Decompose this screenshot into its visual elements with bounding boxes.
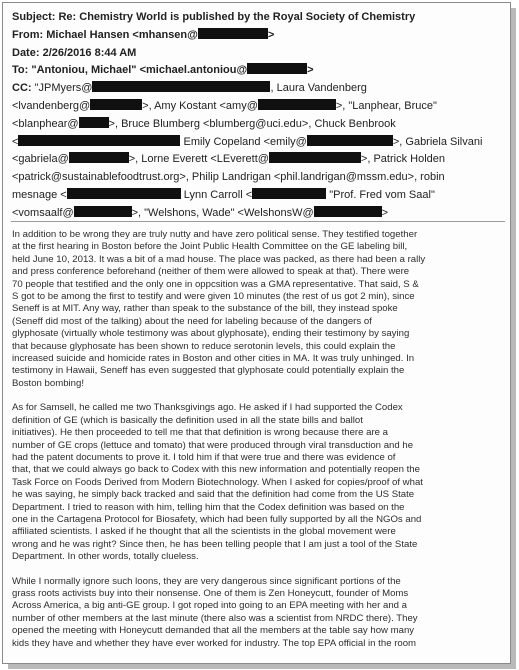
cc-line-8 bbox=[12, 205, 504, 223]
body-line: opened the meeting with Honeycutt demanded that all the members at the table say how many bbox=[12, 625, 415, 637]
body-line: In addition to be wrong they are truly nutty and have zero political sense. They testified together bbox=[12, 229, 418, 240]
body-line: definition of GE (which is basically the definition used in all the state bills and ballot bbox=[12, 414, 363, 426]
from-label: From: bbox=[12, 28, 44, 41]
body-line: 70 people that testified and the only one in oppcsition was a GMA representative. That said, S & bbox=[12, 278, 419, 290]
email-header bbox=[12, 9, 504, 223]
body-line: (Seneff did most of the talking) about the need for labeling because of the dangers of bbox=[12, 315, 372, 327]
body-line: Department. In other words, totally clueless. bbox=[12, 551, 199, 563]
redaction-box bbox=[307, 135, 393, 146]
redaction-box bbox=[67, 188, 181, 199]
cc-text: >, "Lanphear, Bruce" bbox=[335, 99, 437, 112]
body-paragraph-3 bbox=[12, 576, 506, 650]
body-line: that because glyphosate has been shown to reduce serotonin levels, this could explain the bbox=[12, 340, 396, 352]
redaction-box bbox=[74, 206, 132, 217]
redaction-box bbox=[79, 117, 109, 128]
to-end: > bbox=[307, 64, 314, 77]
body-line: testimony in Hawaii, Seneff has even suggested that glyphosate could potentially explain the bbox=[12, 365, 405, 377]
date-line bbox=[12, 45, 504, 63]
cc-text: <patrick@sustainablefoodtrust.org>, Philip Landrigan <phil.landrigan@mssm.edu>, robin bbox=[12, 171, 445, 184]
redaction-box bbox=[269, 152, 361, 163]
body-line: held June 10, 2013. It was a bit of a mad house. The place was packed, as there had been a rally bbox=[12, 253, 426, 265]
redaction-box bbox=[247, 63, 307, 74]
cc-text: >, Gabriela Silvani bbox=[392, 135, 483, 148]
cc-text: >, Amy Kostant <amy@ bbox=[142, 99, 258, 112]
body-line: at the first hearing in Boston before the Joint Public Health Committee on the GE labeling bill, bbox=[12, 241, 408, 253]
cc-text: >, "Welshons, Wade" <WelshonsW@ bbox=[131, 206, 314, 219]
cc-text: <lvandenberg@ bbox=[12, 99, 91, 112]
from-end: > bbox=[267, 28, 275, 41]
date-text: 2/26/2016 8:44 AM bbox=[42, 46, 137, 59]
body-line: Department. I tried to reason with him, telling him that the Codex definition was based on the bbox=[12, 501, 405, 513]
cc-text: <blanphear@ bbox=[12, 117, 79, 130]
body-paragraph-1 bbox=[12, 229, 506, 390]
cc-text: , Laura Vandenberg bbox=[270, 82, 367, 95]
subject-text: Re: Chemistry World is published by the Royal Society of Chemistry bbox=[58, 11, 416, 23]
body-line: had the patent documents to prove it. I told him if that were true and there was evidence of bbox=[12, 451, 396, 463]
body-line: glyphosate (virtually whole testimony was about glyphosate), ending their testimony by saying bbox=[12, 328, 410, 340]
from-text: Michael Hansen <mhansen@ bbox=[46, 28, 198, 41]
email-document bbox=[2, 2, 511, 664]
body-line: and press conference beforehand (neither of them were allowed to speak at that). There were bbox=[12, 266, 410, 278]
from-line bbox=[12, 27, 504, 45]
date-label: Date: bbox=[12, 46, 40, 59]
body-line: grass roots activists buy into their nonsense. One of them is Zen Honeycutt, founder of Moms bbox=[12, 587, 409, 599]
cc-line-7 bbox=[12, 187, 504, 205]
body-line: he was saying, he simply back tracked and said that the definition had come from the US State bbox=[12, 489, 415, 501]
redaction-box bbox=[90, 99, 142, 110]
body-line: affiliated scientists. I asked if he thought that all the scientists in the global movement were bbox=[12, 526, 396, 538]
cc-line-2 bbox=[12, 98, 504, 116]
body-line: increased suicide and homicide rates in Boston and other cities in MA. It was truly unhinged. In bbox=[12, 353, 415, 365]
redaction-box bbox=[198, 28, 268, 39]
body-line: As for Samsell, he called me two Thanksgivings ago. He asked if I had supported the Codex bbox=[12, 402, 403, 414]
email-body bbox=[12, 229, 506, 662]
redaction-box bbox=[69, 152, 129, 163]
cc-text: Lynn Carroll < bbox=[183, 188, 253, 201]
redaction-box bbox=[252, 188, 326, 199]
cc-text: mesnage < bbox=[12, 188, 67, 201]
body-line: number of other members at the last minute (there also was a scientist from NRDC there). They bbox=[12, 612, 418, 624]
redaction-box bbox=[258, 99, 336, 110]
body-line: Task Force on Foods Derived from Modern Biotechnology. When I asked for copies/proof of what bbox=[12, 476, 423, 488]
body-line: S got to be among the first to testify and were given 10 minutes (the rest of us got 2 min), since bbox=[12, 291, 415, 303]
body-line: Boston bombing! bbox=[12, 377, 84, 389]
body-paragraph-2 bbox=[12, 402, 506, 563]
body-line: one in the Cartagena Protocol for Biosafety, which had been fully supported by all the NGOs and bbox=[12, 513, 422, 525]
cc-line-1 bbox=[12, 80, 504, 98]
header-divider bbox=[11, 221, 505, 222]
cc-text: < bbox=[12, 135, 19, 148]
subject-line bbox=[12, 9, 504, 27]
redaction-box bbox=[92, 81, 270, 92]
cc-text: <gabriela@ bbox=[12, 153, 69, 166]
cc-text: >, Patrick Holden bbox=[360, 153, 445, 166]
cc-line-3 bbox=[12, 116, 504, 134]
to-line bbox=[12, 62, 504, 80]
cc-text: Emily Copeland <emily@ bbox=[183, 135, 307, 148]
cc-line-4 bbox=[12, 134, 504, 152]
body-line: wrong and he was right? Since then, he has been telling people that I am just a tool of the State bbox=[12, 538, 418, 550]
cc-text: >, Lorne Everett <LEverett@ bbox=[128, 153, 269, 166]
cc-text: >, Bruce Blumberg <blumberg@uci.edu>, Chuck Benbrook bbox=[108, 117, 396, 130]
redaction-box bbox=[18, 135, 180, 146]
cc-label: CC: bbox=[12, 82, 32, 95]
cc-text: "JPMyers@ bbox=[34, 82, 93, 95]
body-line: that, that we could always go back to Codex with this new information and potentially reopen the bbox=[12, 464, 420, 476]
body-line: number of GE crops (lettuce and tomato) that were produced through viral transduction and he bbox=[12, 439, 414, 451]
cc-text: > bbox=[381, 206, 389, 219]
cc-line-5 bbox=[12, 151, 504, 169]
to-text: "Antoniou, Michael" <michael.antoniou@ bbox=[31, 64, 248, 77]
redaction-box bbox=[314, 206, 382, 217]
to-label: To: bbox=[12, 64, 29, 77]
body-line: kids they have and whether they have ever worked for industry. The top EPA official in the room bbox=[12, 637, 417, 649]
body-line: initiatives). He then proceeded to tell me that that definition is wrong because there are a bbox=[12, 427, 388, 439]
body-line: Across America, a big anti-GE group. I got roped into going to an EPA meeting with her and a bbox=[12, 600, 407, 612]
cc-line-6 bbox=[12, 169, 504, 187]
body-line: Seneff is at MIT. Any way, rather than speak to the substance of the bill, they instead spoke bbox=[12, 303, 398, 315]
subject-label: Subject: bbox=[12, 11, 56, 23]
body-line: While I normally ignore such loons, they are very dangerous since significant portions of the bbox=[12, 575, 401, 587]
cc-text: <vomsaalf@ bbox=[12, 206, 74, 219]
cc-text: "Prof. Fred vom Saal" bbox=[329, 188, 435, 201]
